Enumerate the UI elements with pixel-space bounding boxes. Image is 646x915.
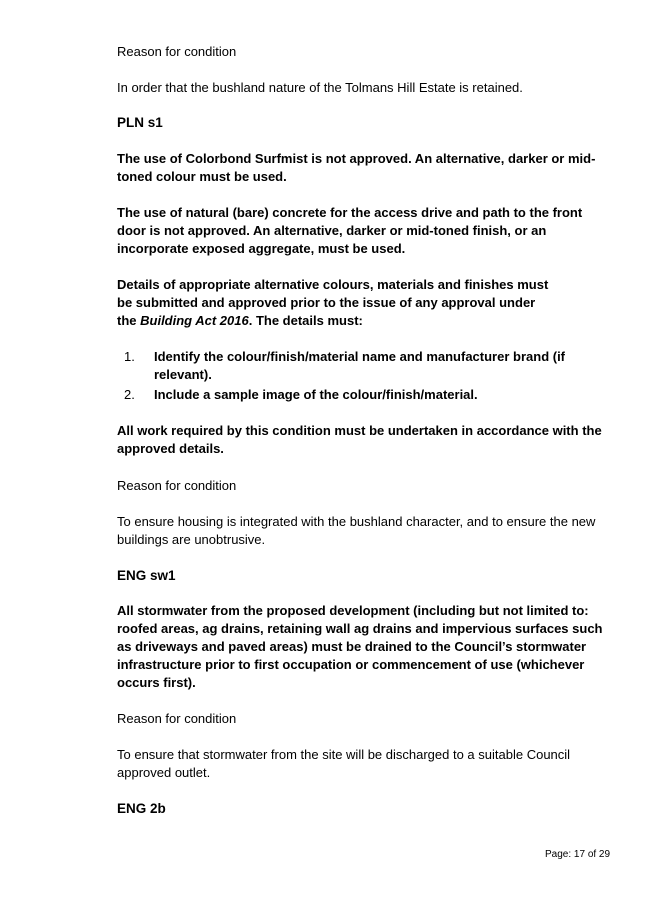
reason-heading-1: Reason for condition [117,44,237,59]
list-text: Identify the colour/finish/material name and manufacturer brand (if relevant). [154,349,566,382]
condition-heading-eng-sw1: ENG sw1 [117,568,176,583]
page-number: Page: 17 of 29 [545,849,611,860]
pln-paragraph-1: The use of Colorbond Surfmist is not approved. An alternative, darker or mid-toned colour must be used. [117,151,596,184]
reason-text-2: To ensure housing is integrated with the bushland character, and to ensure the new buildings are unobtrusive. [117,514,596,547]
pln-paragraph-4: All work required by this condition must be undertaken in accordance with the approved details. [117,423,602,456]
pln-paragraph-3-end: . The details must: [248,313,363,328]
list-number: 1. [124,349,135,364]
reason-text-3: To ensure that stormwater from the site will be discharged to a suitable Council approved outlet. [117,747,571,780]
list-text: Include a sample image of the colour/finish/material. [154,387,478,402]
details-list [117,348,607,404]
building-act-title: Building Act 2016 [140,313,249,328]
eng-paragraph-1: All stormwater from the proposed development (including but not limited to: roofed areas, ag drains, retaining wall ag drains and impervious surfaces such as driveways and paved areas) must be drained to the Council’s stormwater infrastructure prior to first occupation or commencement of use (whichever occurs first). [117,603,603,690]
list-item [117,348,607,384]
list-number: 2. [124,387,135,402]
pln-paragraph-3-start: Details of appropriate alternative colours, materials and finishes must be submitted and approved prior to the issue of any approval under the [117,277,549,328]
list-item [117,386,607,404]
reason-text-1: In order that the bushland nature of the Tolmans Hill Estate is retained. [117,80,523,95]
pln-paragraph-3 [117,276,557,330]
reason-heading-2: Reason for condition [117,478,237,493]
reason-heading-3: Reason for condition [117,711,237,726]
condition-heading-pln-s1: PLN s1 [117,115,163,130]
pln-paragraph-2: The use of natural (bare) concrete for the access drive and path to the front door is not approved. An alternative, darker or mid-toned finish, or an incorporate exposed aggregate, must be used. [117,205,583,256]
condition-heading-eng-2b: ENG 2b [117,801,166,816]
